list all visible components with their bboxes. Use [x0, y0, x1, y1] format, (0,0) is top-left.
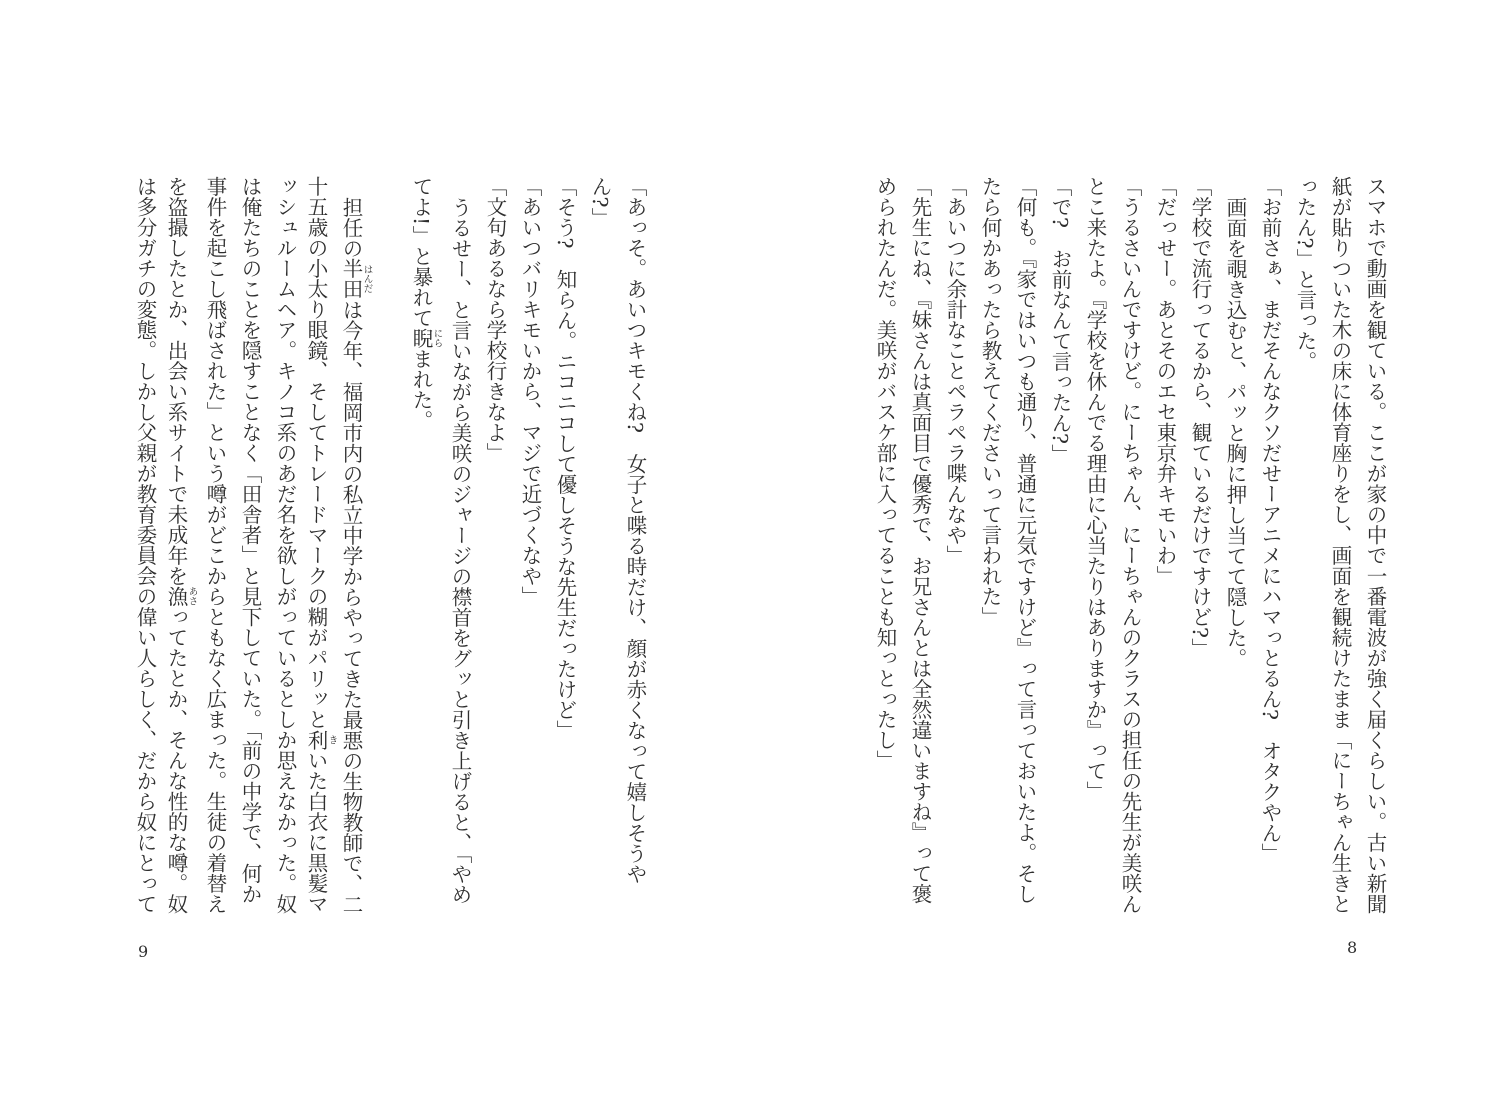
- text-line: 十五歳の小太り眼鏡、そしてトレードマークの糊がパリッと利きいた白衣に黒髪マ: [304, 176, 338, 914]
- page-left-text: [127, 176, 652, 916]
- blank-line: [372, 176, 407, 916]
- text-line: 「文句あるなら学校行きなよ」: [483, 176, 507, 463]
- text-line: ッシュルームヘア。キノコ系のあだ名を欲しがっているとしか思えなかった。奴: [273, 176, 297, 914]
- text-line: ん?」: [588, 176, 612, 228]
- text-line: 「先生にね、『妹さんは真面目で優秀で、お兄さんとは全然違いますね』って褒: [908, 176, 932, 904]
- page-number-left: 9: [138, 942, 149, 961]
- ruby-annotated-text: 半田はんだ: [339, 258, 373, 299]
- text-line: 「お前さぁ、まだそんなクソだせーアニメにハマっとるん? オタクやん」: [1258, 176, 1282, 864]
- text-line: 「あっそ。あいつキモくね? 女子と喋る時だけ、顔が赤くなって嬉しそうや: [623, 176, 647, 884]
- text-line: められたんだ。美咲がバスケ部に入ってることも知っとったし」: [873, 176, 897, 771]
- text-line: てよ!」と暴れて睨にらまれた。: [409, 176, 443, 431]
- text-line: を盗撮したとか、出会い系サイトで未成年を漁あさってたとか、そんな性的な噂。奴: [164, 176, 198, 914]
- text-line: 「だっせー。あとそのエセ東京弁キモいわ」: [1153, 176, 1177, 586]
- page-number-right: 8: [1347, 938, 1358, 957]
- text-line: スマホで動画を観ている。ここが家の中で一番電波が強く届くらしい。古い新聞: [1363, 176, 1387, 914]
- text-line: は俺たちのことを隠すことなく「田舎者」と見下していた。「前の中学で、何か: [238, 176, 262, 904]
- text-line: 「あいつに余計なことペラペラ喋んなや」: [943, 176, 967, 566]
- text-line: 「学校で流行ってるから、観ているだけですけど?」: [1188, 176, 1212, 659]
- ruby-annotated-text: 漁あさ: [164, 586, 198, 607]
- text-line: うるせー、と言いながら美咲のジャージの襟首をグッと引き上げると、「やめ: [448, 196, 472, 904]
- text-line: 「あいつバリキモいから、マジで近づくなや」: [518, 176, 542, 607]
- ruby-annotated-text: 利き: [304, 729, 338, 750]
- text-line: ったん?」と言った。: [1293, 176, 1317, 372]
- text-line: 「そう? 知らん。ニコニコして優しそうな先生だったけど」: [553, 176, 577, 741]
- text-line: は多分ガチの変態。しかし父親が教育委員会の偉い人らしく、だから奴にとって: [133, 176, 157, 914]
- text-line: 紙が貼りついた木の床に体育座りをし、画面を観続けたまま「にーちゃん生きと: [1328, 176, 1352, 914]
- text-line: たら何かあったら教えてくださいって言われた」: [978, 176, 1002, 627]
- text-line: 事件を起こし飛ばされた」という噂がどこからともなく広まった。生徒の着替え: [203, 176, 227, 914]
- text-line: 「何も。『家ではいつも通り、普通に元気ですけど』って言っておいたよ。そし: [1013, 176, 1037, 904]
- text-line: 「うるさいんですけど。にーちゃん、にーちゃんのクラスの担任の先生が美咲ん: [1118, 176, 1142, 914]
- ruby-annotated-text: 睨にら: [409, 327, 443, 349]
- text-line: 担任の半田はんだは今年、福岡市内の私立中学からやってきた最悪の生物教師で、二: [339, 196, 373, 914]
- text-line: 「で? お前なんて言ったん?」: [1048, 176, 1072, 465]
- text-line: とこ来たよ。『学校を休んでる理由に心当たりはありますか』って」: [1083, 176, 1107, 802]
- text-line: 画面を覗き込むと、パッと胸に押し当てて隠した。: [1223, 196, 1247, 668]
